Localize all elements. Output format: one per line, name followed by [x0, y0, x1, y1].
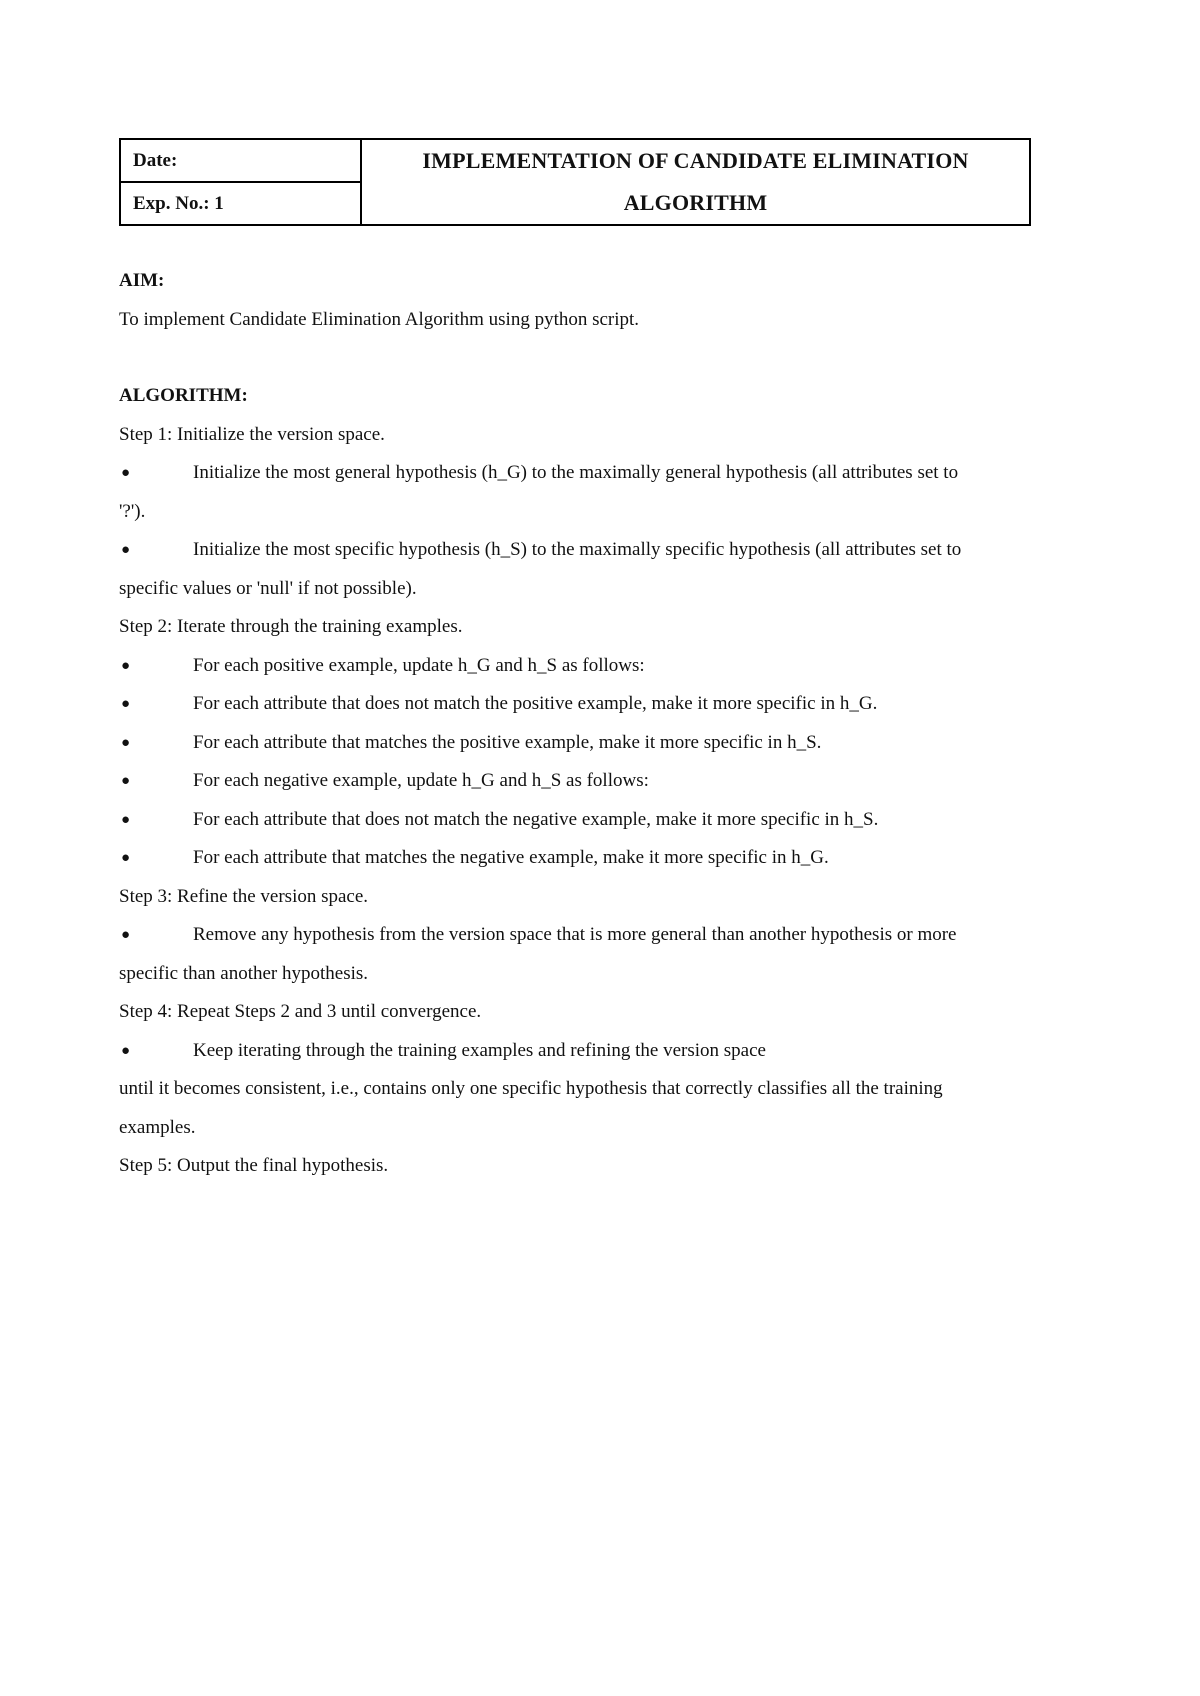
- bullet-icon: ●: [121, 465, 131, 481]
- bullet-item: [119, 762, 1099, 801]
- aim-heading: AIM:: [119, 270, 165, 291]
- title-cell: [361, 139, 1030, 225]
- bullet-item: [119, 916, 1099, 955]
- bullet-item: [119, 647, 1099, 686]
- bullet-icon: ●: [121, 927, 131, 943]
- bullet-icon: ●: [121, 1042, 131, 1059]
- header-table: [119, 138, 1031, 226]
- step-1: Step 1: Initialize the version space.: [119, 423, 385, 445]
- bullet-continuation: specific values or 'null' if not possible).: [119, 577, 417, 599]
- step-5: Step 5: Output the final hypothesis.: [119, 1155, 389, 1176]
- bullet-icon: ●: [121, 542, 131, 558]
- spacer: [119, 339, 1099, 377]
- date-label: Date:: [133, 149, 178, 171]
- bullet-item: [119, 839, 1099, 878]
- bullet-icon: ●: [121, 850, 131, 866]
- bullet-text: Keep iterating through the training examples and refining the version space: [193, 1039, 766, 1061]
- title-line-2: ALGORITHM: [623, 190, 768, 215]
- bullet-text: Initialize the most specific hypothesis (h_S) to the maximally specific hypothesis (all attributes set to: [193, 539, 962, 560]
- step-4: Step 4: Repeat Steps 2 and 3 until convergence.: [119, 1001, 482, 1022]
- step-2: Step 2: Iterate through the training examples.: [119, 616, 463, 637]
- bullet-continuation: examples.: [119, 1116, 196, 1138]
- bullet-item: [119, 685, 1099, 724]
- bullet-text: For each attribute that does not match the negative example, make it more specific in h_S.: [193, 808, 879, 830]
- bullet-icon: ●: [121, 773, 131, 789]
- bullet-item: [119, 724, 1099, 763]
- bullet-item: [119, 1032, 1099, 1071]
- bullet-continuation: '?').: [119, 500, 146, 522]
- bullet-icon: ●: [121, 696, 131, 712]
- algorithm-heading: ALGORITHM:: [119, 385, 248, 406]
- bullet-text: For each negative example, update h_G and h_S as follows:: [193, 770, 649, 791]
- bullet-continuation: specific than another hypothesis.: [119, 962, 369, 984]
- bullet-continuation: until it becomes consistent, i.e., contains only one specific hypothesis that correctly classifies all the training: [119, 1078, 943, 1099]
- document-body: [119, 262, 1099, 1186]
- bullet-text: For each attribute that matches the negative example, make it more specific in h_G.: [193, 847, 829, 868]
- exp-no-cell: [120, 182, 361, 225]
- bullet-item: [119, 531, 1099, 570]
- bullet-text: For each attribute that matches the positive example, make it more specific in h_S.: [193, 731, 822, 753]
- step-3: Step 3: Refine the version space.: [119, 885, 369, 907]
- bullet-icon: ●: [121, 811, 131, 828]
- date-cell: [120, 139, 361, 182]
- exp-no-label: Exp. No.: 1: [133, 192, 224, 214]
- bullet-item: [119, 454, 1099, 493]
- bullet-text: For each positive example, update h_G and h_S as follows:: [193, 654, 645, 676]
- bullet-text: Remove any hypothesis from the version space that is more general than another hypothesis or more: [193, 924, 957, 945]
- bullet-item: [119, 801, 1099, 840]
- bullet-text: For each attribute that does not match the positive example, make it more specific in h_G.: [193, 693, 878, 714]
- bullet-text: Initialize the most general hypothesis (h_G) to the maximally general hypothesis (all attributes set to: [193, 462, 959, 483]
- title-line-1: IMPLEMENTATION OF CANDIDATE ELIMINATION: [422, 148, 969, 173]
- bullet-icon: ●: [121, 657, 131, 674]
- bullet-icon: ●: [121, 734, 131, 751]
- aim-text: To implement Candidate Elimination Algorithm using python script.: [119, 308, 640, 330]
